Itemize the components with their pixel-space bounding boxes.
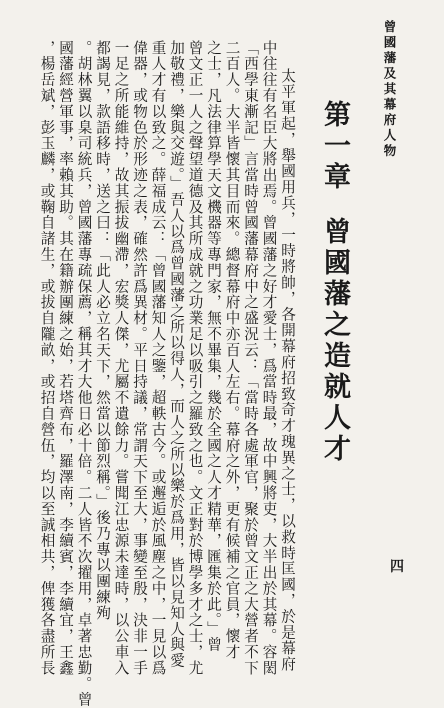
- text-column: 曾文正一人之聲望道德及其所成就之功業足以吸引之羅致之也。文正對於博學多才之士，尤: [186, 40, 204, 676]
- text-column: 太平軍起，舉國用兵，一時將帥，各開幕府招致奇才瑰異之士，以救時匡國，於是幕府: [279, 68, 296, 673]
- text-column: 重人才有以致之。薛福成云：「曾國藩知人之鑒，超軼古今。或邂逅於風塵之中，一見以爲: [149, 40, 167, 676]
- text-column: 中往往有名臣大將出焉。曾國藩之好才愛士，爲當時最，故中興將吏，大半出於其幕。容閎: [260, 40, 278, 676]
- text-column: 加敬禮，樂與交遊。」吾人以爲曾國藩之所以得人，而人之所以樂於爲用，皆以見知人與愛: [168, 40, 185, 669]
- body-text: [8, 40, 296, 708]
- text-column: 二百人。大半皆懷其目而來。總督幕府中亦百人左右。幕府之外，更有候補之官員，懷才: [223, 40, 241, 661]
- text-column: 一足之所能維持，故其振拔幽滯，宏獎人傑，尤屬不遺餘力。嘗聞江忠源未達時，以公車入: [112, 40, 130, 676]
- text-column: 國藩經營軍事，率賴其助。其在籍辦團練之始，若塔齊布，羅澤南，李續賓，李續宜，王鑫: [57, 40, 74, 676]
- text-column: 之士，凡法律算學天文機器等專門家，無不畢集，幾於全國之人才精華，匯集於此。」曾: [205, 40, 222, 653]
- chapter-title: 曾國藩之造就人才: [319, 217, 350, 465]
- chapter-heading: [321, 100, 348, 465]
- text-column: 偉器，或物色於形迹之表，確然許爲異材。平日持議，常謂天下至大，事變至殷，決非一手: [131, 40, 148, 676]
- page-number: 四: [390, 559, 404, 575]
- running-header: 曾國藩及其幕府人物: [382, 20, 397, 160]
- text-column: 「西學東漸記」言當時曾國藩幕府中之盛況云：「當時各處軍官，聚於曾文正之大營者不下: [242, 40, 259, 676]
- text-column: ，楊岳斌，彭玉麟，或鞠自諸生，或拔自隴畝，或招自營伍，均以至誠相共，俾獲各盡所長: [38, 40, 56, 676]
- chapter-number: 第一章: [319, 100, 350, 193]
- text-column: 都謁見，款語移時，送之曰：「此人必立名天下，然當以節烈稱。」後乃專以團練殉: [94, 40, 111, 621]
- text-column: 。胡林翼以臬司統兵，曾國藩專疏保薦，稱其才大他日必十倍。二人皆不次擢用，卓著忠勤。曾: [75, 40, 93, 708]
